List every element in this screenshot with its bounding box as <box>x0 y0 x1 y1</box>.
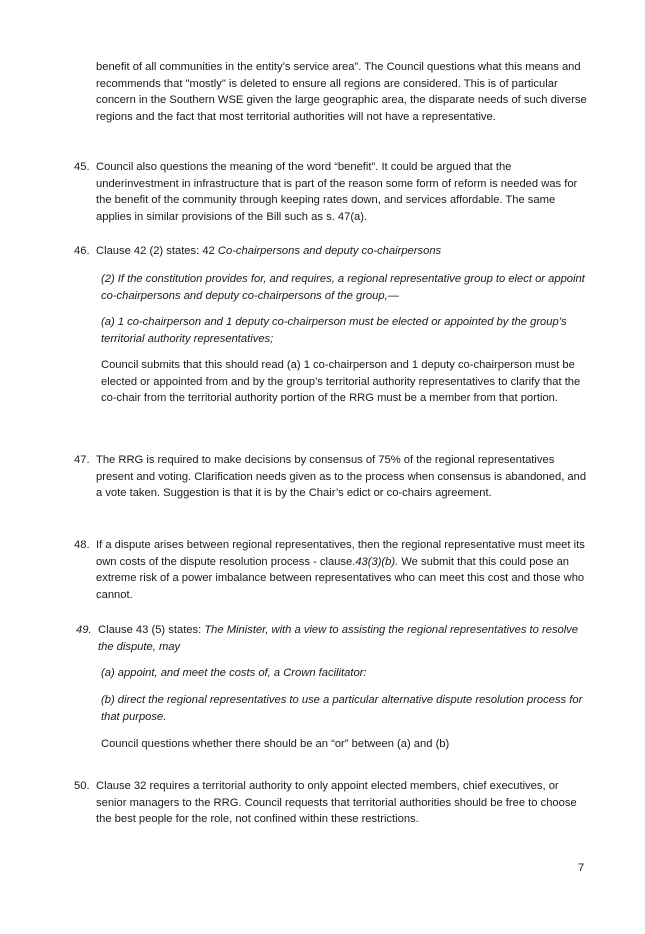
quote-clause-42-2a: (a) 1 co-chairperson and 1 deputy co-chairperson must be elected or appointed by the group’s territorial authority representatives; <box>101 316 567 345</box>
paragraph-number: 48. <box>74 539 90 551</box>
paragraph-number: 47. <box>74 454 90 466</box>
continued-paragraph: benefit of all communities in the entity’s service area”. The Council questions what this means and recommends that "mostly" is deleted to ensure all regions are considered. This is of particular concern in the Southern WSE given the large geographic area, the disparate needs of such diverse regions and the fact that most territorial authorities will not have a representative. <box>96 61 587 123</box>
paragraph-number: 46. <box>74 245 90 257</box>
paragraph-number: 49. <box>76 624 92 636</box>
clause-intro: Clause 42 (2) states: 42 <box>96 245 218 257</box>
paragraph-text <box>98 622 590 655</box>
clause-heading: Co-chairpersons and deputy co-chairpersons <box>217 245 442 257</box>
quote-clause-43-5a: (a) appoint, and meet the costs of, a Crown facilitator: <box>101 667 367 679</box>
submission-46: Council submits that this should read (a) 1 co-chairperson and 1 deputy co-chairperson must be elected or appointed from and by the group’s territorial authority representatives to clarify that the co-chair from the territorial authority portion of the RRG must be a member from that portion. <box>101 359 581 405</box>
paragraph-number: 45. <box>74 161 90 173</box>
paragraph-number: 50. <box>74 780 90 792</box>
clause-intro: Clause 43 (5) states: <box>98 624 205 636</box>
paragraph-text <box>96 537 588 603</box>
paragraph-text: Clause 32 requires a territorial authority to only appoint elected members, chief executives, or senior managers to the RRG. Council requests that territorial authorities should be free to choose the best people for the role, not confined within these restrictions. <box>96 780 577 826</box>
paragraph-text: Council also questions the meaning of the word “benefit”. It could be argued that the underinvestment in infrastructure that is part of the reason some form of reform is needed was for the benefit of the community through keeping rates down, and services affordable. The same applies in similar provisions of the Bill such as s. 47(a). <box>96 161 578 223</box>
clause-text: The Minister, with a view to assisting the regional representatives to resolve the dispute, may <box>98 624 579 653</box>
quote-clause-42-2: (2) If the constitution provides for, and requires, a regional representative group to elect or appoint co-chairpersons and deputy co-chairpersons of the group,— <box>101 273 585 302</box>
text-before: If a dispute arises between regional representatives, then the regional representative must meet its own costs of the dispute resolution process - clause. <box>96 539 585 568</box>
paragraph-text: The RRG is required to make decisions by consensus of 75% of the regional representatives present and voting. Clarification needs given as to the process when consensus is abandoned, and a vote taken. Suggestion is that it is by the Chair’s edict or co-chairs agreement. <box>96 454 587 500</box>
paragraph-47 <box>74 452 588 502</box>
paragraph-49 <box>76 622 590 655</box>
page-number: 7 <box>578 862 585 874</box>
paragraph-45 <box>74 159 588 225</box>
paragraph-46 <box>74 243 588 260</box>
paragraph-50 <box>74 778 588 828</box>
paragraph-text <box>96 243 588 260</box>
comment-49: Council questions whether there should be an “or” between (a) and (b) <box>101 738 450 750</box>
clause-ref: 43(3)(b). <box>355 555 399 568</box>
text-after: We submit that this could pose an extreme risk of a power imbalance between representatives who can meet this cost and those who cannot. <box>96 555 585 601</box>
quote-clause-43-5b: (b) direct the regional representatives to use a particular alternative dispute resolution process for that purpose. <box>101 694 583 723</box>
paragraph-48 <box>74 537 588 603</box>
